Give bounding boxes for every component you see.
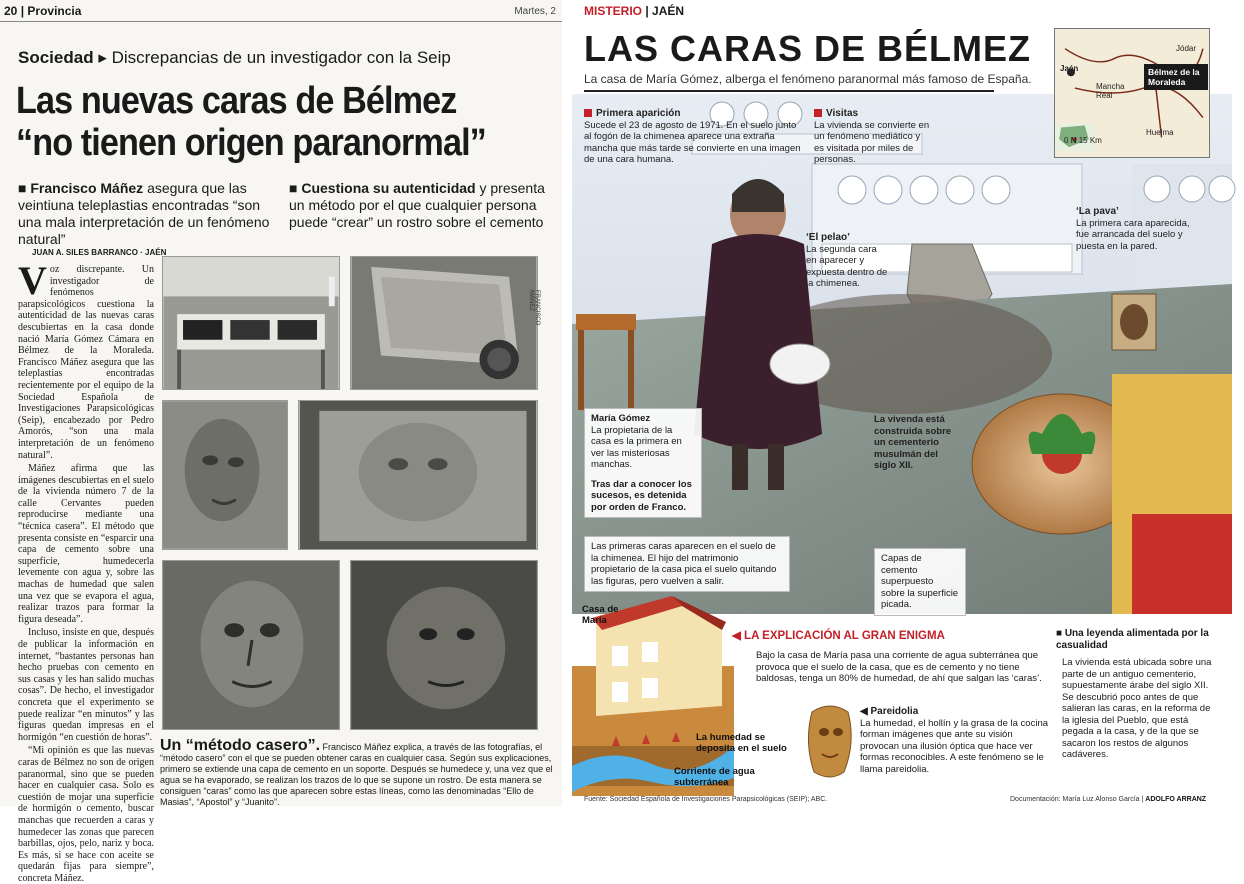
kicker-place: JAÉN (652, 4, 685, 18)
deck-1-bold: Francisco Máñez (30, 180, 144, 196)
left-newspaper-page (0, 0, 562, 884)
deck-1: ■ Francisco Máñez asegura que las veintiuna teleplastias encontradas “son una mala interpretación de un fenómeno natural” (18, 180, 270, 247)
note-el-pelao (806, 232, 888, 290)
note-visitas (814, 108, 932, 166)
caption-text: Francisco Máñez explica, a través de las fotografías, el “método casero” con el que se pueden obtener caras en cualquier casa. Según sus explicaciones, primero se extiende una capa de cemento en un soporte. Después se humedece y, una vez que el agua se ha evaporado, se realizan los trazos de lo que se supone un rostro. De esta manera se consiguen “caras” como las que aparecen sobre estas líneas, como las denominadas “Ello de Masias”, “Apostol” y “Juanito”. (160, 742, 553, 807)
footer-documentation: Documentación: María Luz Alonso García (1010, 796, 1140, 803)
title-rule (584, 90, 994, 92)
leyenda-column (1056, 628, 1216, 761)
note-visitas-text: La vivienda se convierte en un fenómeno mediático y es visitada por miles de personas. (814, 119, 930, 165)
photo-face-1 (162, 400, 288, 550)
explicacion-text: Bajo la casa de María pasa una corriente de agua subterránea que provoca que el suelo de la casa, que es de cemento y no tiene baldosas, tenga un 80% de humedad, de ahí que salgan las ‘caras’. (756, 650, 1042, 684)
article-body (18, 258, 154, 884)
map-north-arrow-icon: N (1070, 136, 1077, 145)
body-paragraph-1: oz discrepante. Un investigador de fenómenos parapsicológicos cuestiona la autenticidad de las nuevas caras descubiertas en la casa donde nació María Gómez Cámara en Bélmez de la Moraleda. Francisco Máñez asegura que las teleplastias encontradas recientemente por el equipo de la Sociedad Española de Investigaciones Parapsicológicas (Seip), encabezado por Pedro Amorós, “son una mala interpretación de un fenómeno natural”. (18, 264, 154, 461)
footer-source: Fuente: Sociedad Española de Investigaciones Parapsicológicas (SEIP); ABC. (584, 796, 828, 803)
deck-1-text: asegura que las veintiuna teleplastias encontradas “son una mala interpretación de un fenómeno natural” (18, 180, 270, 247)
map-label-mancha-real: Mancha Real (1096, 82, 1125, 100)
footer-credits (1010, 796, 1206, 803)
body-paragraph-3: Incluso, insiste en que, después de publicar la información en internet, “bastantes personas han hecho pruebas con cemento en sus casas y les han salido muchas cosas”. De hecho, el investigador concreta que el experimento se puede realizar “en minutos” y las figuras quedan impresas en el hormigón “en cuestión de horas”. (18, 627, 154, 743)
map-scale-value: 15 (1078, 136, 1088, 145)
note-capas-cemento: Capas de cemento superpuesto sobre la superficie picada. (874, 548, 966, 616)
map-callout-belmez: Bélmez de la Moraleda (1144, 64, 1208, 90)
note-la-pava (1076, 206, 1200, 252)
footer-separator: | (1139, 796, 1146, 803)
note-primeras-caras: Las primeras caras aparecen en el suelo de la chimenea. El hijo del matrimonio propietario de la casa pica el suelo quitando las figuras, pero vuelven a salir. (584, 536, 790, 592)
note-maria-gomez (584, 408, 702, 518)
note-primera-title (584, 108, 806, 120)
note-primera-aparicion (584, 108, 806, 166)
infographic-kicker (584, 4, 684, 18)
leyenda-title: ■ Una leyenda alimentada por la casualidad (1056, 628, 1209, 651)
photo-cement-slab (350, 256, 538, 390)
note-maria-text: La propietaria de la casa es la primera en ver las misteriosas manchas. (591, 424, 682, 470)
byline: JUAN A. SILES BARRANCO · JAÉN (32, 248, 167, 257)
infographic-subtitle: La casa de María Gómez, alberga el fenómeno paranormal más famoso de España. (584, 72, 1032, 86)
photo-cement-trays (162, 256, 340, 390)
infographic-title: LAS CARAS DE BÉLMEZ (584, 28, 1032, 69)
label-casa-de-maria: Casa de María (582, 604, 619, 626)
photo-caption (160, 737, 554, 808)
explicacion-title (732, 628, 945, 642)
tag-section: Sociedad (18, 48, 94, 67)
explicacion-title-text: LA EXPLICACIÓN AL GRAN ENIGMA (744, 630, 945, 642)
leyenda-text: La vivienda está ubicada sobre una parte de un antiguo cementerio, supuestamente árabe del siglo XII. Se descubrió poco antes de que salieran las caras, en la reforma de la iglesia del Pueblo, que está pegada a la casa, y de la que se sacaron los restos de algunos cadáveres. (1062, 657, 1212, 760)
right-infographic-page (568, 0, 1244, 806)
map-scale (1064, 136, 1102, 145)
note-primera-text: Sucede el 23 de agosto de 1971. En el suelo junto al fogón de la chimenea aparece una extraña mancha que más tarde se convierte en una imagen de una cara humana. (584, 119, 801, 165)
pareidolia-text: La humedad, el hollín y la grasa de la cocina forman imágenes que ante su visión provocan una ilusión óptica que hace ver formas reconocibles. A este fenómeno se le llama pareidolia. (860, 717, 1049, 775)
footer-author: ADOLFO ARRANZ (1145, 796, 1207, 803)
red-square-icon (814, 109, 822, 117)
photo-face-4 (350, 560, 538, 730)
article-headline (16, 80, 502, 164)
photo-face-2 (298, 400, 538, 550)
pareidolia-toast-image (804, 702, 856, 780)
section-header: Provincia (27, 4, 82, 18)
page-header (0, 0, 562, 22)
red-square-icon (584, 109, 592, 117)
kicker-separator: | (642, 4, 653, 18)
tag-text: Discrepancias de un investigador con la Seip (111, 48, 451, 67)
note-visitas-title (814, 108, 932, 120)
headline-line-2: “no tienen origen paranormal” (16, 122, 486, 164)
note-cementerio: La vivenda está construida sobre un cementerio musulmán del siglo XII. (874, 414, 952, 471)
map-label-jodar: Jódar (1176, 44, 1197, 53)
note-pava-text: La primera cara aparecida, fue arrancada del suelo y puesta en la pared. (1076, 217, 1190, 252)
triangle-left-icon: ◀ (732, 630, 745, 642)
note-visitas-title-text: Visitas (826, 108, 859, 119)
article-tag (18, 48, 451, 68)
photo-face-3 (162, 560, 340, 730)
drop-cap: V (18, 258, 47, 303)
pareidolia-title-text: Pareidolia (870, 706, 919, 717)
triangle-left-icon: ◀ (860, 706, 871, 717)
map-label-jaen: Jaén (1060, 64, 1079, 73)
body-paragraph-2: Máñez afirma que las imágenes descubiertas en el suelo de la vivienda número 7 de la calle Cervantes pueden reproducirse mediante una “técnica casera”. El método que presenta consiste en “esparcir una capa de cemento sobre una superficie, humedecerla levemente con agua y, sobre las machas de humedad que salen una vez que se evapora el agua, realizar trazos para formar la figura deseada”. (18, 463, 154, 625)
pareidolia-block (860, 706, 1050, 775)
deck-2-bold: Cuestiona su autenticidad (301, 180, 476, 196)
pareidolia-title (860, 706, 1050, 718)
note-pelao-title: ‘El pelao’ (806, 232, 850, 243)
caption-title: Un “método casero”. (160, 737, 321, 754)
page-number-section: 20 | Provincia (4, 4, 82, 18)
map-label-huelma: Huelma (1146, 128, 1174, 137)
note-pava-title: ‘La pava’ (1076, 206, 1119, 217)
note-maria-title: María Gómez (591, 413, 651, 424)
page-number: 20 (4, 4, 18, 18)
tag-arrow-icon: ▸ (98, 48, 112, 67)
page-date: Martes, 2 (514, 6, 556, 17)
note-primera-title-text: Primera aparición (596, 108, 681, 119)
article-decks (18, 180, 548, 247)
headline-line-1: Las nuevas caras de Bélmez (16, 80, 457, 122)
note-pelao-text: La segunda cara en aparecer y expuesta dentro de la chimenea. (806, 243, 888, 289)
leyenda-title-text: Una leyenda alimentada por la casualidad (1056, 628, 1209, 651)
deck-2-text: y presenta un método por el que cualquier persona puede “crear” un rostro sobre el cemento (289, 180, 545, 230)
label-humedad: La humedad se deposita en el suelo (696, 732, 787, 754)
label-corriente-agua: Corriente de agua subterránea (674, 766, 755, 788)
note-maria-bold: Tras dar a conocer los sucesos, es detenida por orden de Franco. (591, 478, 692, 513)
map-scale-zero: 0 (1064, 136, 1069, 145)
photo-credit: FRANCISCO MÁÑEZ (528, 290, 540, 326)
map-scale-unit: Km (1089, 136, 1102, 145)
kicker-misterio: MISTERIO (584, 4, 643, 18)
body-paragraph-4: “Mi opinión es que las nuevas caras de Bélmez no son de origen paranormal, sino que se pueden hacer en cualquier casa. Solo es cuestión de mojar una superficie de hormigón o cemento, buscar manchas que recuerden a caras y humedecer las zonas que parecen barbillas, ojos, pelo, nariz y boca. Es más, si se hace con aceite se quedarán fijas para siempre”, concreta Máñez. (18, 745, 154, 884)
deck-2: ■ Cuestiona su autenticidad y presenta un método por el que cualquier persona puede “crear” un rostro sobre el cemento (289, 180, 545, 230)
